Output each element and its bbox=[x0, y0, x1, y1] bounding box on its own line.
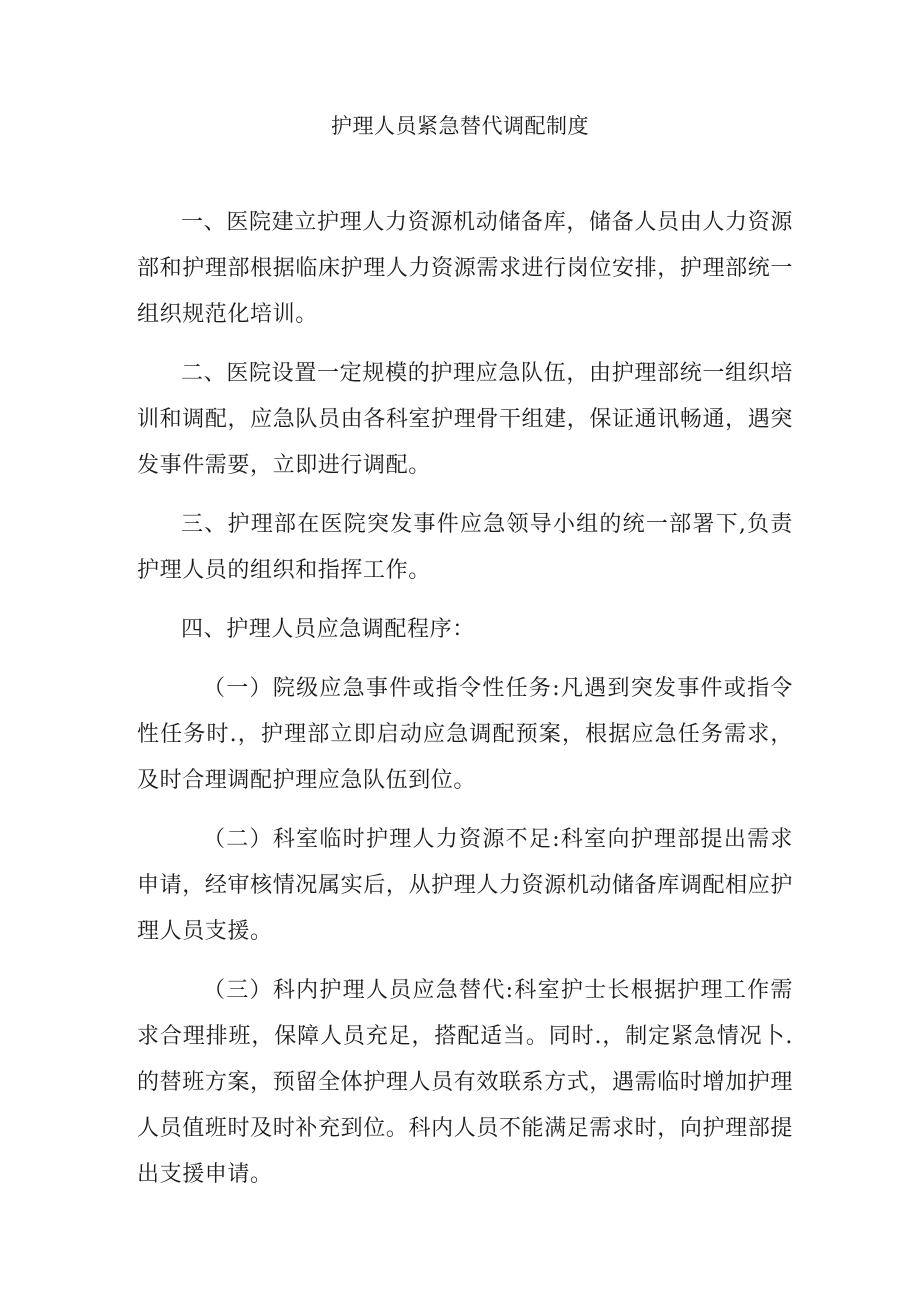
paragraph-3: 三、护理部在医院突发事件应急领导小组的统一部署下,负责护理人员的组织和指挥工作。 bbox=[137, 512, 793, 583]
document-body bbox=[137, 200, 793, 1211]
paragraph-1: 一、医院建立护理人力资源机动储备库，储备人员由人力资源部和护理部根据临床护理人力资源需求进行岗位安排，护理部统一组织规范化培训。 bbox=[137, 210, 793, 327]
paragraph-4-3: （三）科内护理人员应急替代:科室护士长根据护理工作需求合理排班，保障人员充足，搭配适当。同时.，制定紧急情况卜.的替班方案，预留全体护理人员有效联系方式，遇需临时增加护理人员值班时及时补充到位。科内人员不能满足需求时，向护理部提出支援申请。 bbox=[137, 978, 793, 1187]
paragraph-4: 四、护理人员应急调配程序： bbox=[181, 617, 475, 642]
document-title: 护理人员紧急替代调配制度 bbox=[331, 114, 589, 138]
paragraph-4-2: （二）科室临时护理人力资源不足:科室向护理部提出需求申请，经审核情况属实后，从护理人力资源机动储备库调配相应护理人员支援。 bbox=[137, 827, 793, 944]
paragraph-2: 二、医院设置一定规模的护理应急队伍，由护理部统一组织培训和调配，应急队员由各科室护理骨干组建，保证通讯畅通，遇突发事件需要，立即进行调配。 bbox=[137, 361, 793, 478]
paragraph-4-1: （一）院级应急事件或指令性任务:凡遇到突发事件或指令性任务时.，护理部立即启动应急调配预案，根据应急任务需求，及时合理调配护理应急队伍到位。 bbox=[137, 676, 793, 793]
